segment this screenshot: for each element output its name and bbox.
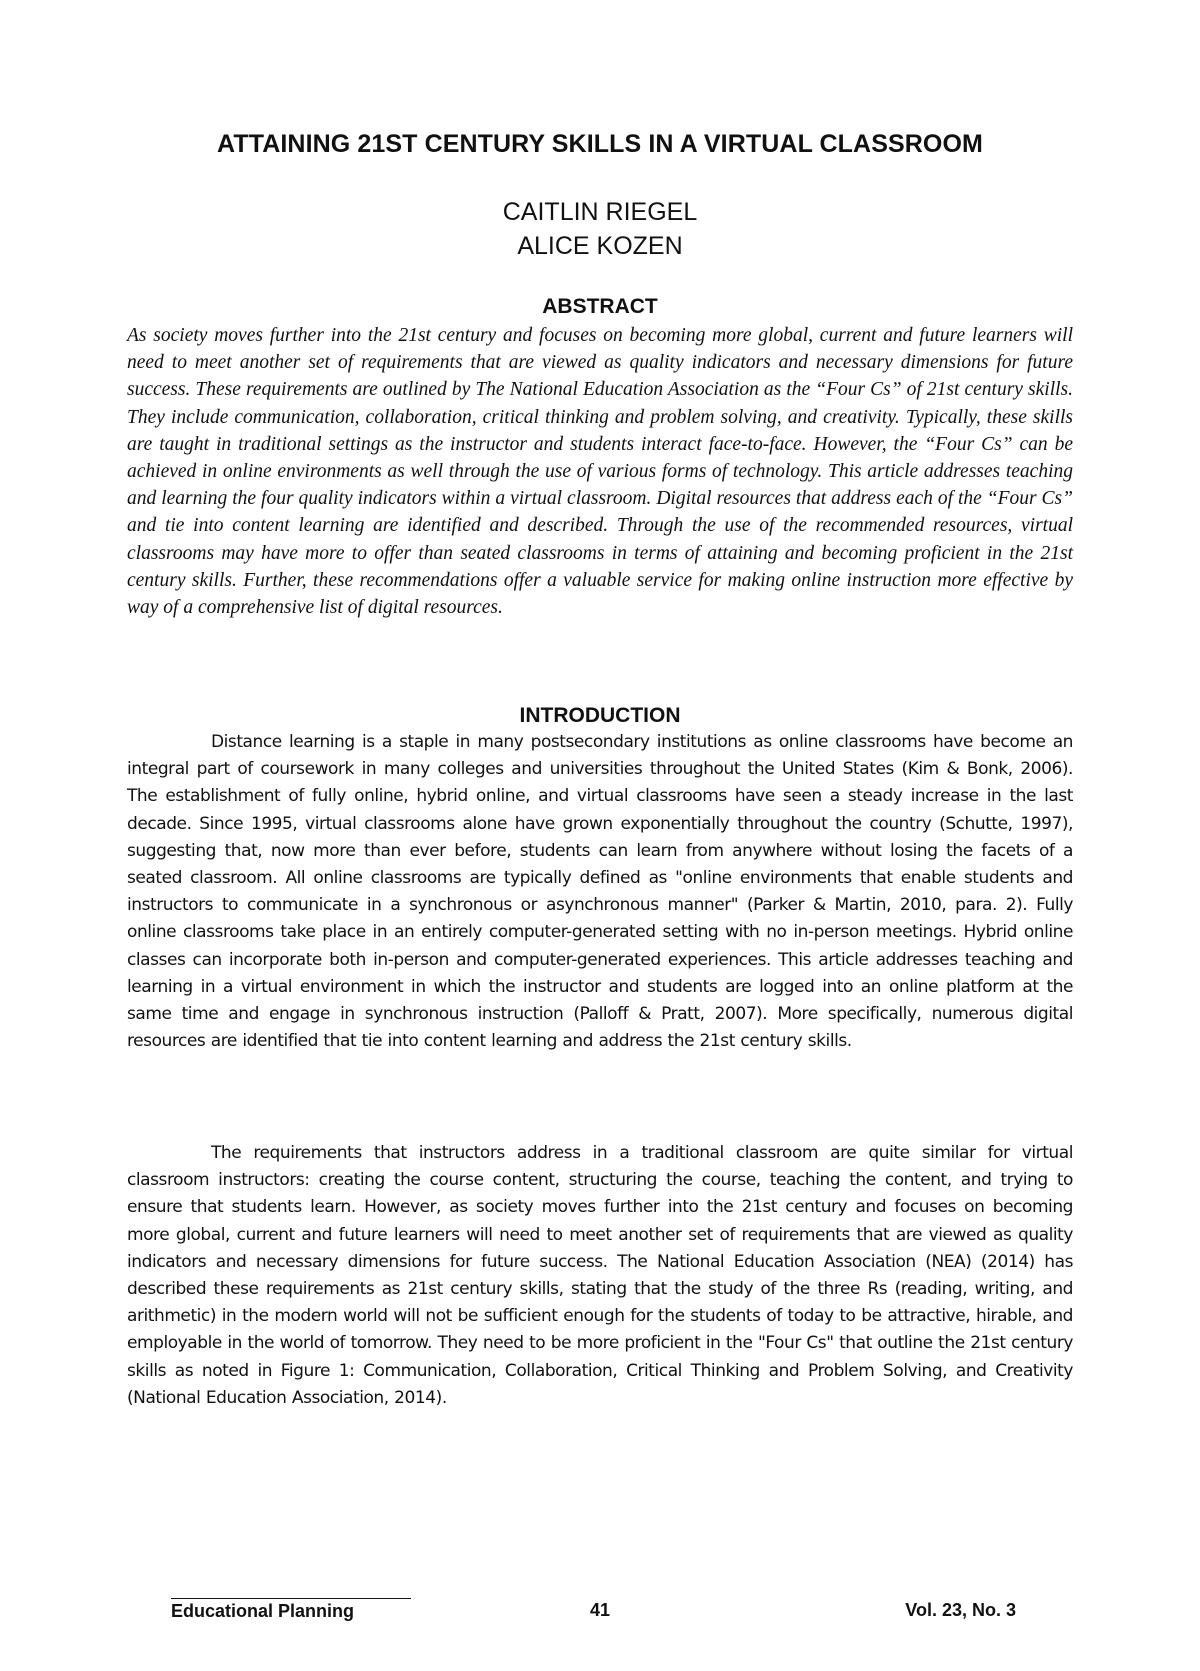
author-list <box>120 195 1080 263</box>
abstract-text: As society moves further into the 21st century and focuses on becoming more global, current and future learners will need to meet another set of requirements that are viewed as quality indicators and necessary dimensions for future success. These requirements are outlined by The National Education Association as the “Four Cs” of 21st century skills. They include communication, collaboration, critical thinking and problem solving, and creativity. Typically, these skills are taught in traditional settings as the instructor and students interact face-to-face. However, the “Four Cs” can be achieved in online environments as well through the use of various forms of technology. This article addresses teaching and learning the four quality indicators within a virtual classroom. Digital resources that address each of the “Four Cs” and tie into content learning are identified and described. Through the use of the recommended resources, virtual classrooms may have more to offer than seated classrooms in terms of attaining and becoming proficient in the 21st century skills. Further, these recommendations offer a valuable service for making online instruction more effective by way of a comprehensive list of digital resources. <box>127 325 1073 619</box>
author-name: CAITLIN RIEGEL <box>502 198 698 226</box>
body-paragraph: Distance learning is a staple in many postsecondary institutions as online classrooms have become an integral part of coursework in many colleges and universities throughout the United States (Kim & Bonk, 2006). The establishment of fully online, hybrid online, and virtual classrooms have seen a steady increase in the last decade. Since 1995, virtual classrooms alone have grown exponentially throughout the country (Schutte, 1997), suggesting that, now more than ever before, students can learn from anywhere without losing the facets of a seated classroom. All online classrooms are typically defined as "online environments that enable students and instructors to communicate in a synchronous or asynchronous manner" (Parker & Martin, 2010, para. 2). Fully online classrooms take place in an entirely computer-generated setting with no in-person meetings. Hybrid online classes can incorporate both in-person and computer-generated experiences. This article addresses teaching and learning in a virtual environment in which the instructor and students are logged into an online platform at the same time and engage in synchronous instruction (Palloff & Pratt, 2007). More specifically, numerous digital resources are identified that tie into content learning and address the 21st century skills. <box>127 732 1073 1052</box>
footer-page-number: 41 <box>589 1600 611 1620</box>
footer-journal-name: Educational Planning <box>171 1598 411 1622</box>
footer-volume: Vol. 23, No. 3 <box>905 1600 1016 1620</box>
abstract-heading: ABSTRACT <box>542 295 658 318</box>
paper-title: ATTAINING 21ST CENTURY SKILLS IN A VIRTUAL CLASSROOM <box>217 130 983 158</box>
author-name: ALICE KOZEN <box>517 232 683 260</box>
body-paragraph: The requirements that instructors address in a traditional classroom are quite similar for virtual classroom instructors: creating the course content, structuring the course, teaching the content, and trying to ensure that students learn. However, as society moves further into the 21st century and focuses on becoming more global, current and future learners will need to meet another set of requirements that are viewed as quality indicators and necessary dimensions for future success. The National Education Association (NEA) (2014) has described these requirements as 21st century skills, stating that the study of the three Rs (reading, writing, and arithmetic) in the modern world will not be sufficient enough for the students of today to be attractive, hirable, and employable in the world of tomorrow. They need to be more proficient in the "Four Cs" that outline the 21st century skills as noted in Figure 1: Communication, Collaboration, Critical Thinking and Problem Solving, and Creativity (National Education Association, 2014). <box>127 1143 1073 1408</box>
introduction-heading: INTRODUCTION <box>519 704 681 727</box>
